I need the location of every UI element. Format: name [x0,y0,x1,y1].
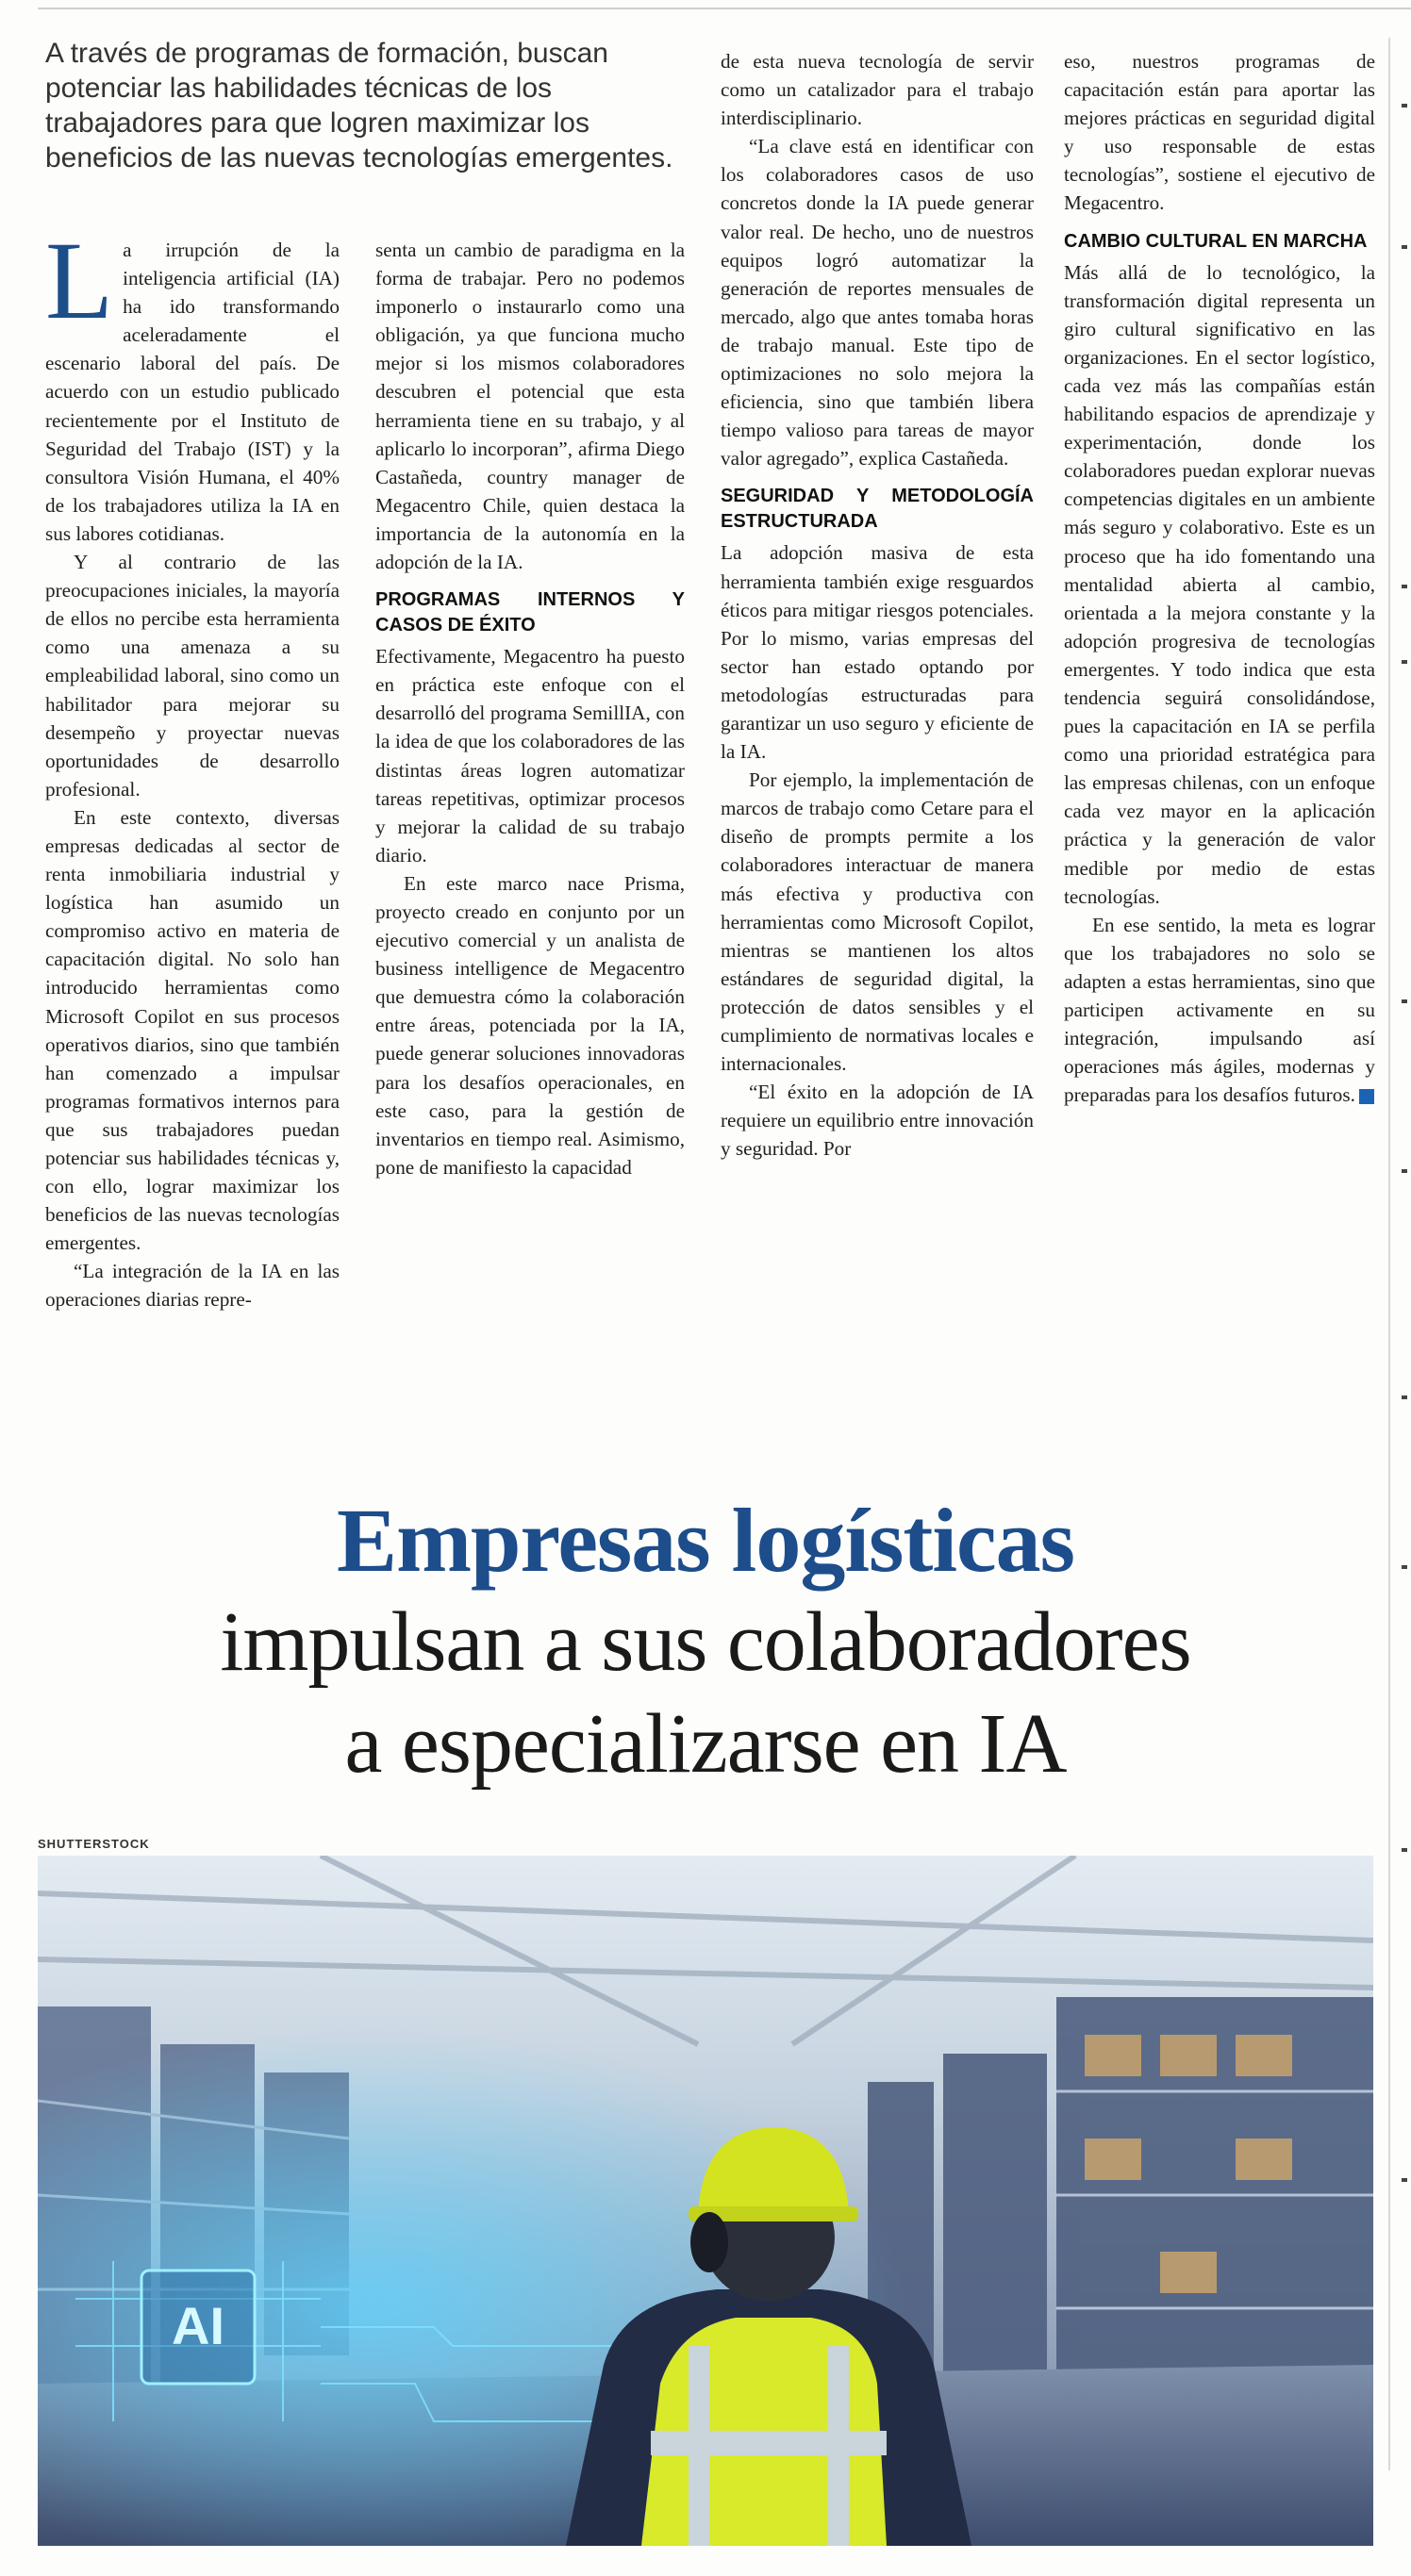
section-heading: PROGRAMAS INTERNOS Y CASOS DE ÉXITO [375,589,685,636]
article-deck: A través de programas de formación, buscan potenciar las habilidades técnicas de los trabajadores para que logren maximizar los beneficios de las nuevas tecnologías emergentes. [45,38,673,173]
column-4 [1064,47,1375,1109]
paragraph: Y al contrario de las preocupaciones iniciales, la mayoría de ellos no percibe esta herramienta como una amenaza a su empleabilidad laboral, sino como un habilitador para mejorar su desempeño y proyectar nuevas oportunidades de desarrollo profesional. [45,551,340,801]
paragraph: La adopción masiva de esta herramienta también exige resguardos éticos para mitigar riesgos potenciales. Por lo mismo, varias empresas del sector han estado optando por metodologías estructuradas para garantizar un uso seguro y eficiente de la IA. [721,541,1034,764]
headline-line-1: Empresas logísticas [337,1490,1074,1591]
end-of-article-mark [1359,1089,1374,1104]
section-heading: SEGURIDAD Y METODOLOGÍA ESTRUCTURADA [721,486,1034,533]
adjacent-text-fragments [1394,57,1411,2414]
paragraph: “El éxito en la adopción de IA requiere un equilibrio entre innovación y seguridad. Por [721,1081,1034,1161]
headline [0,1490,1411,1795]
paragraph: En ese sentido, la meta es lograr que los trabajadores no solo se adapten a estas herramientas, sino que participen activamente en su integración, impulsando así operaciones más ágiles, modernas y preparadas para los desafíos futuros. [1064,913,1375,1107]
paragraph: “La integración de la IA en las operaciones diarias repre- [45,1260,340,1312]
photo-credit: SHUTTERSTOCK [38,1837,150,1851]
paragraph: Por ejemplo, la implementación de marcos de trabajo como Cetare para el diseño de prompts permite a los colaboradores interactuar de manera más efectiva y productiva con herramientas como Microsoft Copilot, mientras se mantienen los altos estándares de seguridad digital, la protección de datos sensibles y el cumplimiento de normativas locales e internacionales. [721,768,1034,1076]
section-heading: CAMBIO CULTURAL EN MARCHA [1064,230,1368,252]
headline-line-3: a especializarse en IA [344,1697,1067,1791]
column-1 [45,219,340,1314]
paragraph: En este contexto, diversas empresas dedicadas al sector de renta inmobiliaria industrial y logística han asumido un compromiso activo en materia de capacitación digital. No solo han introducido herramientas como Microsoft Copilot en sus procesos operativos diarios, sino que también han comenzado a impulsar programas formativos internos para que sus trabajadores puedan potenciar sus habilidades técnicas y, con ello, lograr maximizar los beneficios de las nuevas tecnologías emergentes. [45,805,340,1255]
article-photo [38,1856,1373,2546]
paragraph: eso, nuestros programas de capacitación están para aportar las mejores prácticas en seguridad digital y uso responsable de estas tecnologías”, sostiene el ejecutivo de Megacentro. [1064,50,1375,215]
paragraph: senta un cambio de paradigma en la forma de trabajar. Pero no podemos imponerlo o instaurarlo como una obligación, ya que funciona mucho mejor si los mismos colaboradores descubren el potencial que esta herramienta tiene en su trabajo, y al aplicarlo lo incorporan”, afirma Diego Castañeda, country manager de Megacentro Chile, quien destaca la importancia de la autonomía en la adopción de la IA. [375,239,685,574]
paragraph: La irrupción de la inteligencia artificial (IA) ha ido transformando aceleradamente el escenario laboral del país. De acuerdo con un estudio publicado recientemente por el Instituto de Seguridad del Trabajo (IST) y la consultora Visión Humana, el 40% de los trabajadores utiliza la IA en sus labores cotidianas. [45,219,340,545]
drop-cap: L [45,219,114,342]
paragraph: Más allá de lo tecnológico, la transformación digital representa un giro cultural significativo en las organizaciones. En el sector logístico, cada vez más las compañías están habilitando espacios de aprendizaje y experimentación, donde los colaboradores puedan explorar nuevas competencias digitales en un ambiente más seguro y colaborativo. Este es un proceso que ha ido fomentando una mentalidad abierta al cambio, orientada a la mejora constante y la adopción progresiva de tecnologías emergentes. Y todo indica que esta tendencia seguirá consolidándose, pues la capacitación en IA se perfila como una prioridad estratégica para las empresas chilenas, con un enfoque cada vez mayor en la aplicación práctica y la generación de valor medible por medio de estas tecnologías. [1064,260,1375,908]
adjacent-column-edge [1388,38,1390,2470]
paragraph: En este marco nace Prisma, proyecto creado en conjunto por un ejecutivo comercial y un analista de business intelligence de Megacentro que demuestra cómo la colaboración entre áreas, potenciada por la IA, puede generar soluciones innovadoras para los desafíos operacionales, en este caso, para la gestión de inventarios en tiempo real. Asimismo, pone de manifiesto la capacidad [375,871,685,1179]
paragraph: “La clave está en identificar con los colaboradores casos de uso concretos donde la IA puede generar valor real. De hecho, uno de nuestros equipos logró automatizar la generación de reportes mensuales de mercado, algo que antes tomaba horas de trabajo manual. Este tipo de optimizaciones no solo mejora la eficiencia, sino que también libera tiempo valioso para tareas de mayor valor agregado”, explica Castañeda. [721,135,1034,471]
column-2 [375,236,685,1181]
paragraph: de esta nueva tecnología de servir como un catalizador para el trabajo interdisciplinario. [721,50,1034,130]
headline-line-2: impulsan a sus colaboradores [220,1595,1191,1689]
ai-chip-label: AI [172,2296,224,2355]
paragraph: Efectivamente, Megacentro ha puesto en práctica este enfoque con el desarrolló del programa SemillIA, con la idea de que los colaboradores de las distintas áreas logren automatizar tareas repetitivas, optimizar procesos y mejorar la calidad de su trabajo diario. [375,645,685,867]
column-3 [721,47,1034,1163]
top-rule [38,8,1411,9]
